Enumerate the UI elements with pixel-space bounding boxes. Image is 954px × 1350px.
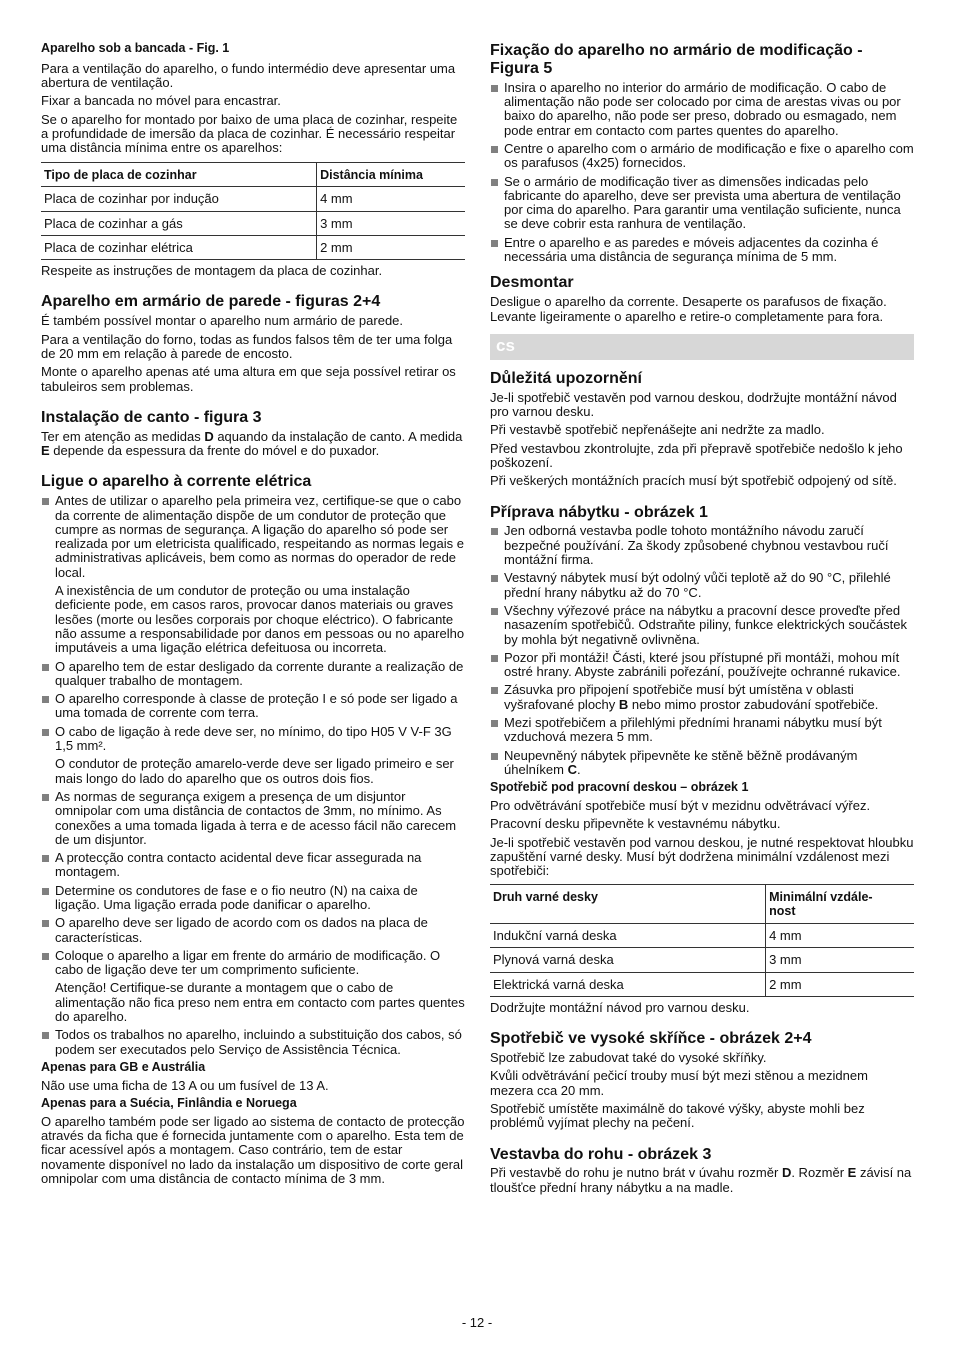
list-item: O aparelho deve ser ligado de acordo com os dados na placa de características. <box>41 916 465 945</box>
paragraph: Para a ventilação do forno, todas as fundos falsos têm de ter uma folga de 20 mm em relação à parede de encosto. <box>41 331 453 361</box>
table-header: Distância mínima <box>317 162 465 187</box>
section-title-tall-cabinet: Spotřebič ve vysoké skříňce - obrázek 2+4 <box>490 1030 812 1048</box>
table-header: Tipo de placa de cozinhar <box>41 162 317 187</box>
list-item: As normas de segurança exigem a presença de um disjuntor omnipolar com uma distância de contactos de 3mm, no mínimo. As conexões a uma tomada ligada à terra e de acesso fácil não carecem de um disjuntor. <box>41 790 465 847</box>
list-item: O aparelho tem de estar desligado da corrente durante a realização de qualquer trabalho de montagem. <box>41 660 465 689</box>
left-column <box>41 42 465 1190</box>
paragraph: É também possível montar o aparelho num armário de parede. <box>41 313 404 329</box>
section-title-fixing: Fixação do aparelho no armário de modificação - Figura 5 <box>490 42 863 77</box>
paragraph: Spotřebič lze zabudovat také do vysoké skříňky. <box>490 1050 767 1066</box>
paragraph: Monte o aparelho apenas até uma altura em que seja possível retirar os tabuleiros sem problemas. <box>41 364 456 394</box>
table-cell: 2 mm <box>317 235 465 259</box>
list-item: Jen odborná vestavba podle tohoto montážního návodu zaručí bezpečné používání. Za škody způsobené chybnou vestavbou ručí montážní firma. <box>490 524 914 567</box>
paragraph: Kvůli odvětrávání pečicí trouby musí být mezi stěnou a mezidnem mezera cca 20 mm. <box>490 1068 868 1098</box>
table-header: Minimální vzdále- nost <box>766 885 914 924</box>
list-item: Todos os trabalhos no aparelho, incluindo a substituição dos cabos, só podem ser executados pelo Serviço de Assistência Técnica. <box>41 1028 465 1057</box>
paragraph: Pro odvětrávání spotřebiče musí být v mezidnu odvětrávací výřez. <box>490 797 871 813</box>
table-row <box>41 211 465 235</box>
table-row <box>490 972 914 996</box>
table-cell: Elektrická varná deska <box>490 972 766 996</box>
list-item: Všechny výřezové práce na nábytku a pracovní desce proveďte před nasazením spotřebičů. Odstraňte piliny, funkce elektrických součástek by mohla být negativně ovlivněna. <box>490 604 914 647</box>
table-cell: Placa de cozinhar a gás <box>41 211 317 235</box>
section-title-wall-cabinet: Aparelho em armário de parede - figuras 2+4 <box>41 293 381 311</box>
list-item: A protecção contra contacto acidental deve ficar assegurada na montagem. <box>41 851 465 880</box>
table-cell: Placa de cozinhar elétrica <box>41 235 317 259</box>
table-row <box>41 187 465 211</box>
table-row <box>490 923 914 947</box>
section-title-electrical: Ligue o aparelho à corrente elétrica <box>41 473 312 491</box>
list-item: Se o armário de modificação tiver as dimensões indicadas pelo fabricante do aparelho, deve ser prevista uma abertura de ventilação por cima do aparelho. Para garantir uma ventilação suficiente, nunca se deve cobrir esta ranhura de ventilação. <box>490 175 914 232</box>
table-cell: 4 mm <box>766 923 914 947</box>
paragraph: Pracovní desku připevněte k vestavnému nábytku. <box>490 816 781 832</box>
paragraph: Para a ventilação do aparelho, o fundo intermédio deve apresentar uma abertura de ventilação. <box>41 60 456 91</box>
table-row <box>490 948 914 972</box>
paragraph: Desligue o aparelho da corrente. Desaperte os parafusos de fixação. Levante ligeiramente o aparelho e retire-o completamente para fora. <box>490 294 887 324</box>
list-item: Centre o aparelho com o armário de modificação e fixe o aparelho com os parafusos (4x25) fornecidos. <box>490 142 914 171</box>
paragraph: Je-li spotřebič vestavěn pod varnou deskou, je nutné respektovat hloubku zapuštění varné desky. Musí být dodržena minimální vzdálenost mezi spotřebiči: <box>490 834 914 879</box>
section-title-corner: Instalação de canto - figura 3 <box>41 408 262 426</box>
paragraph: Não use uma ficha de 13 A ou um fusível de 13 A. <box>41 1077 329 1093</box>
paragraph: Ter em atenção as medidas D aquando da instalação de canto. A medida E depende da espessura da frente do móvel e do puxador. <box>41 428 463 459</box>
section-title-furniture-prep: Příprava nábytku - obrázek 1 <box>490 503 708 521</box>
section-title-dismount: Desmontar <box>490 274 574 292</box>
list-item: Coloque o aparelho a ligar em frente do armário de modificação. O cabo de ligação deve ter um comprimento suficiente. Atenção! Certifique-se durante a montagem que o cabo de alimentação não fica preso nem entra em contacto com partes quentes do aparelho. <box>41 949 465 1024</box>
language-bar-cs: cs <box>490 334 914 360</box>
paragraph: Při vestavbě do rohu je nutno brát v úvahu rozměr D. Rozměr E závisí na tloušťce přední hrany nábytku a na madle. <box>490 1165 912 1195</box>
section-title-important: Důležitá upozornění <box>490 369 642 387</box>
table-cell: 3 mm <box>766 948 914 972</box>
table-cell: 4 mm <box>317 187 465 211</box>
list-item: Determine os condutores de fase e o fio neutro (N) na caixa de ligação. Uma ligação errada pode danificar o aparelho. <box>41 884 465 913</box>
paragraph: Fixar a bancada no móvel para encastrar. <box>41 93 281 109</box>
list-item: O aparelho corresponde à classe de proteção I e só pode ser ligado a uma tomada de corrente com terra. <box>41 692 465 721</box>
paragraph: Dodržujte montážní návod pro varnou desku. <box>490 999 750 1015</box>
table-cell: 3 mm <box>317 211 465 235</box>
page-number: - 12 - <box>461 1315 493 1330</box>
section-title-under-counter: Aparelho sob a bancada - Fig. 1 <box>41 41 230 55</box>
table-cell: 2 mm <box>766 972 914 996</box>
paragraph: Při vestavbě spotřebič nepřenášejte ani nedržte za madlo. <box>490 422 825 438</box>
table-cell: Indukční varná deska <box>490 923 766 947</box>
table-row <box>41 235 465 259</box>
list-item: Insira o aparelho no interior do armário de modificação. O cabo de alimentação não pode ser colocado por cima de arestas vivas ou por baixo do aparelho, não pode ser preso, dobrado ou esmagado, nem pode entrar em contacto com partes quentes do aparelho. <box>490 81 914 138</box>
list-item: Neupevněný nábytek připevněte ke stěně běžně prodávaným úhelníkem C. <box>490 749 914 778</box>
hob-distance-table-cs <box>490 884 914 996</box>
paragraph: O aparelho também pode ser ligado ao sistema de contacto de protecção através da ficha que é fornecida juntamente com o aparelho. Esta tem de ficar acessível após a montagem. Caso contrário, tem de estar novamente disponível no lado da instalação um dispositivo de corte geral omnipolar com uma distância de contacto mínima de 3 mm. <box>41 1113 465 1186</box>
subheading-gb: Apenas para GB e Austrália <box>41 1059 206 1074</box>
list-item: Vestavný nábytek musí být odolný vůči teplotě až do 90 °C, přilehlé přední hrany nábytku až do 70 °C. <box>490 571 914 600</box>
list-item: O cabo de ligação à rede deve ser, no mínimo, do tipo H05 V V-F 3G 1,5 mm². O condutor de proteção amarelo-verde deve ser ligado primeiro e ser mais longo do lado do aparelho que os outros dois fios. <box>41 725 465 786</box>
hob-distance-table-pt <box>41 162 465 261</box>
list-item: Entre o aparelho e as paredes e móveis adjacentes da cozinha é necessária uma distância de segurança mínima de 5 mm. <box>490 236 914 265</box>
list-item: Mezi spotřebičem a přilehlými předními hranami nábytku musí být vzduchová mezera 5 mm. <box>490 716 914 745</box>
list-item: Pozor při montáži! Části, které jsou přístupné při montáži, mohou mít ostré hrany. Abyste zabránili pořezání, používejte ochranné rukavice. <box>490 651 914 680</box>
paragraph: Je-li spotřebič vestavěn pod varnou deskou, dodržujte montážní návod pro varnou desku. <box>490 389 897 420</box>
paragraph: Se o aparelho for montado por baixo de uma placa de cozinhar, respeite a profundidade de imersão da placa de cozinhar. É necessário respeitar uma distância mínima entre os aparelhos: <box>41 111 458 156</box>
paragraph: Respeite as instruções de montagem da placa de cozinhar. <box>41 263 383 279</box>
list-item: Antes de utilizar o aparelho pela primeira vez, certifique-se que o cabo da corrente de alimentação dispõe de um condutor de proteção que cumpre as normas de segurança. A ligação do aparelho só pode ser realizada por um eletricista qualificado, respeitando as normas legais e administrativas aplicáveis, bem como as normas do operador de rede local. A inexistência de um condutor de proteção ou uma instalação deficiente pode, em casos raros, provocar danos materiais ou graves lesões (morte ou lesões corporais por choque eléctrico). O fabricante não assume a responsabilidade por danos em pessoas ou no aparelho imputáveis a uma ligação elétrica defeituosa ou incorreta. <box>41 494 465 655</box>
list-item: Zásuvka pro připojení spotřebiče musí být umístěna v oblasti vyšrafované plochy B nebo mimo prostor zabudování spotřebiče. <box>490 683 914 712</box>
paragraph: Spotřebič umístěte maximálně do takové výšky, abyste mohli bez problémů vyjímat plechy na pečení. <box>490 1100 865 1131</box>
right-column <box>490 42 914 1199</box>
paragraph: Při veškerých montážních pracích musí být spotřebič odpojený od sítě. <box>490 473 897 489</box>
fixing-bullet-list <box>490 81 914 265</box>
table-cell: Plynová varná deska <box>490 948 766 972</box>
subheading-nordic: Apenas para a Suécia, Finlândia e Noruega <box>41 1096 297 1110</box>
table-cell: Placa de cozinhar por indução <box>41 187 317 211</box>
electrical-bullet-list <box>41 494 465 1057</box>
prep-bullet-list <box>490 524 914 777</box>
table-header: Druh varné desky <box>490 885 766 924</box>
section-title-corner-cs: Vestavba do rohu - obrázek 3 <box>490 1145 712 1163</box>
subheading-under-counter-cs: Spotřebič pod pracovní deskou – obrázek 1 <box>490 780 749 795</box>
paragraph: Před vestavbou zkontrolujte, zda při přepravě spotřebiče nedošlo k jeho poškození. <box>490 440 903 470</box>
